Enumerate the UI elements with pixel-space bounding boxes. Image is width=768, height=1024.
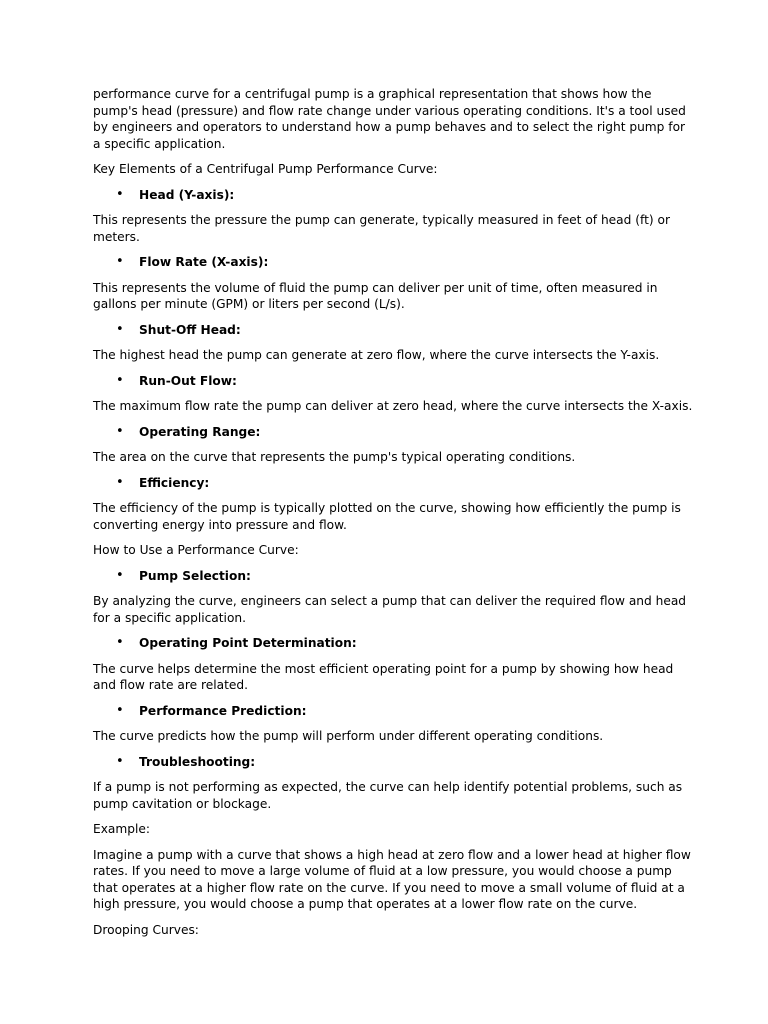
drooping-curves-heading: Drooping Curves:	[93, 922, 199, 937]
bullet-item-operating-point	[93, 635, 693, 652]
bullet-title: Troubleshooting:	[139, 754, 256, 769]
bullet-icon: •	[116, 321, 124, 337]
bullet-icon: •	[116, 702, 124, 718]
bullet-title: Pump Selection:	[139, 568, 251, 583]
document-page	[93, 86, 693, 947]
bullet-item-shut-off-head	[93, 322, 693, 339]
bullet-icon: •	[116, 372, 124, 388]
bullet-description: The area on the curve that represents the pump's typical operating conditions.	[93, 450, 576, 464]
bullet-icon: •	[116, 186, 124, 202]
bullet-item-efficiency	[93, 475, 693, 492]
intro-paragraph: performance curve for a centrifugal pump is a graphical representation that shows how the pump's head (pressure) and flow rate change under various operating conditions. It's a tool used by engineers and operators to understand how a pump behaves and to select the right pump for a specific application.	[93, 87, 686, 151]
key-elements-heading: Key Elements of a Centrifugal Pump Performance Curve:	[93, 162, 438, 176]
bullet-title: Head (Y-axis):	[139, 187, 235, 202]
bullet-item-head	[93, 187, 693, 204]
bullet-item-troubleshooting	[93, 754, 693, 771]
bullet-icon: •	[116, 474, 124, 490]
bullet-title: Performance Prediction:	[139, 703, 307, 718]
bullet-description: The highest head the pump can generate at zero flow, where the curve intersects the Y-axis.	[93, 348, 660, 362]
bullet-title: Operating Point Determination:	[139, 636, 357, 650]
bullet-title: Flow Rate (X-axis):	[139, 255, 269, 269]
bullet-description: The curve helps determine the most efficient operating point for a pump by showing how head and flow rate are related.	[93, 661, 674, 692]
bullet-title: Run-Out Flow:	[139, 373, 237, 388]
example-paragraph: Imagine a pump with a curve that shows a high head at zero flow and a lower head at higher flow rates. If you need to move a large volume of fluid at a low pressure, you would choose a pump that operates at a higher flow rate on the curve. If you need to move a small volume of fluid at a high pressure, you would choose a pump that operates at a lower flow rate on the curve.	[93, 847, 691, 911]
bullet-icon: •	[116, 423, 124, 439]
bullet-item-operating-range	[93, 424, 693, 441]
bullet-item-run-out-flow	[93, 373, 693, 390]
bullet-description: If a pump is not performing as expected, the curve can help identify potential problems, such as pump cavitation or blockage.	[93, 780, 683, 811]
bullet-icon: •	[116, 567, 124, 583]
bullet-item-pump-selection	[93, 568, 693, 585]
bullet-description: The curve predicts how the pump will perform under different operating conditions.	[93, 729, 604, 743]
bullet-icon: •	[116, 753, 124, 769]
how-to-heading: How to Use a Performance Curve:	[93, 543, 299, 557]
bullet-item-performance-prediction	[93, 703, 693, 720]
bullet-icon: •	[116, 254, 124, 269]
example-heading: Example:	[93, 822, 150, 836]
bullet-description: The maximum flow rate the pump can deliver at zero head, where the curve intersects the X-axis.	[93, 399, 693, 413]
bullet-title: Shut-Off Head:	[139, 322, 241, 337]
bullet-icon: •	[116, 635, 124, 650]
bullet-item-flow-rate	[93, 254, 693, 271]
bullet-description: By analyzing the curve, engineers can select a pump that can deliver the required flow and head for a specific application.	[93, 594, 687, 625]
bullet-description: This represents the volume of fluid the pump can deliver per unit of time, often measured in gallons per minute (GPM) or liters per second (L/s).	[93, 280, 658, 311]
bullet-title: Efficiency:	[139, 475, 210, 490]
bullet-description: This represents the pressure the pump can generate, typically measured in feet of head (ft) or meters.	[93, 213, 670, 244]
bullet-title: Operating Range:	[139, 424, 261, 439]
bullet-description: The efficiency of the pump is typically plotted on the curve, showing how efficiently the pump is converting energy into pressure and flow.	[93, 501, 681, 532]
